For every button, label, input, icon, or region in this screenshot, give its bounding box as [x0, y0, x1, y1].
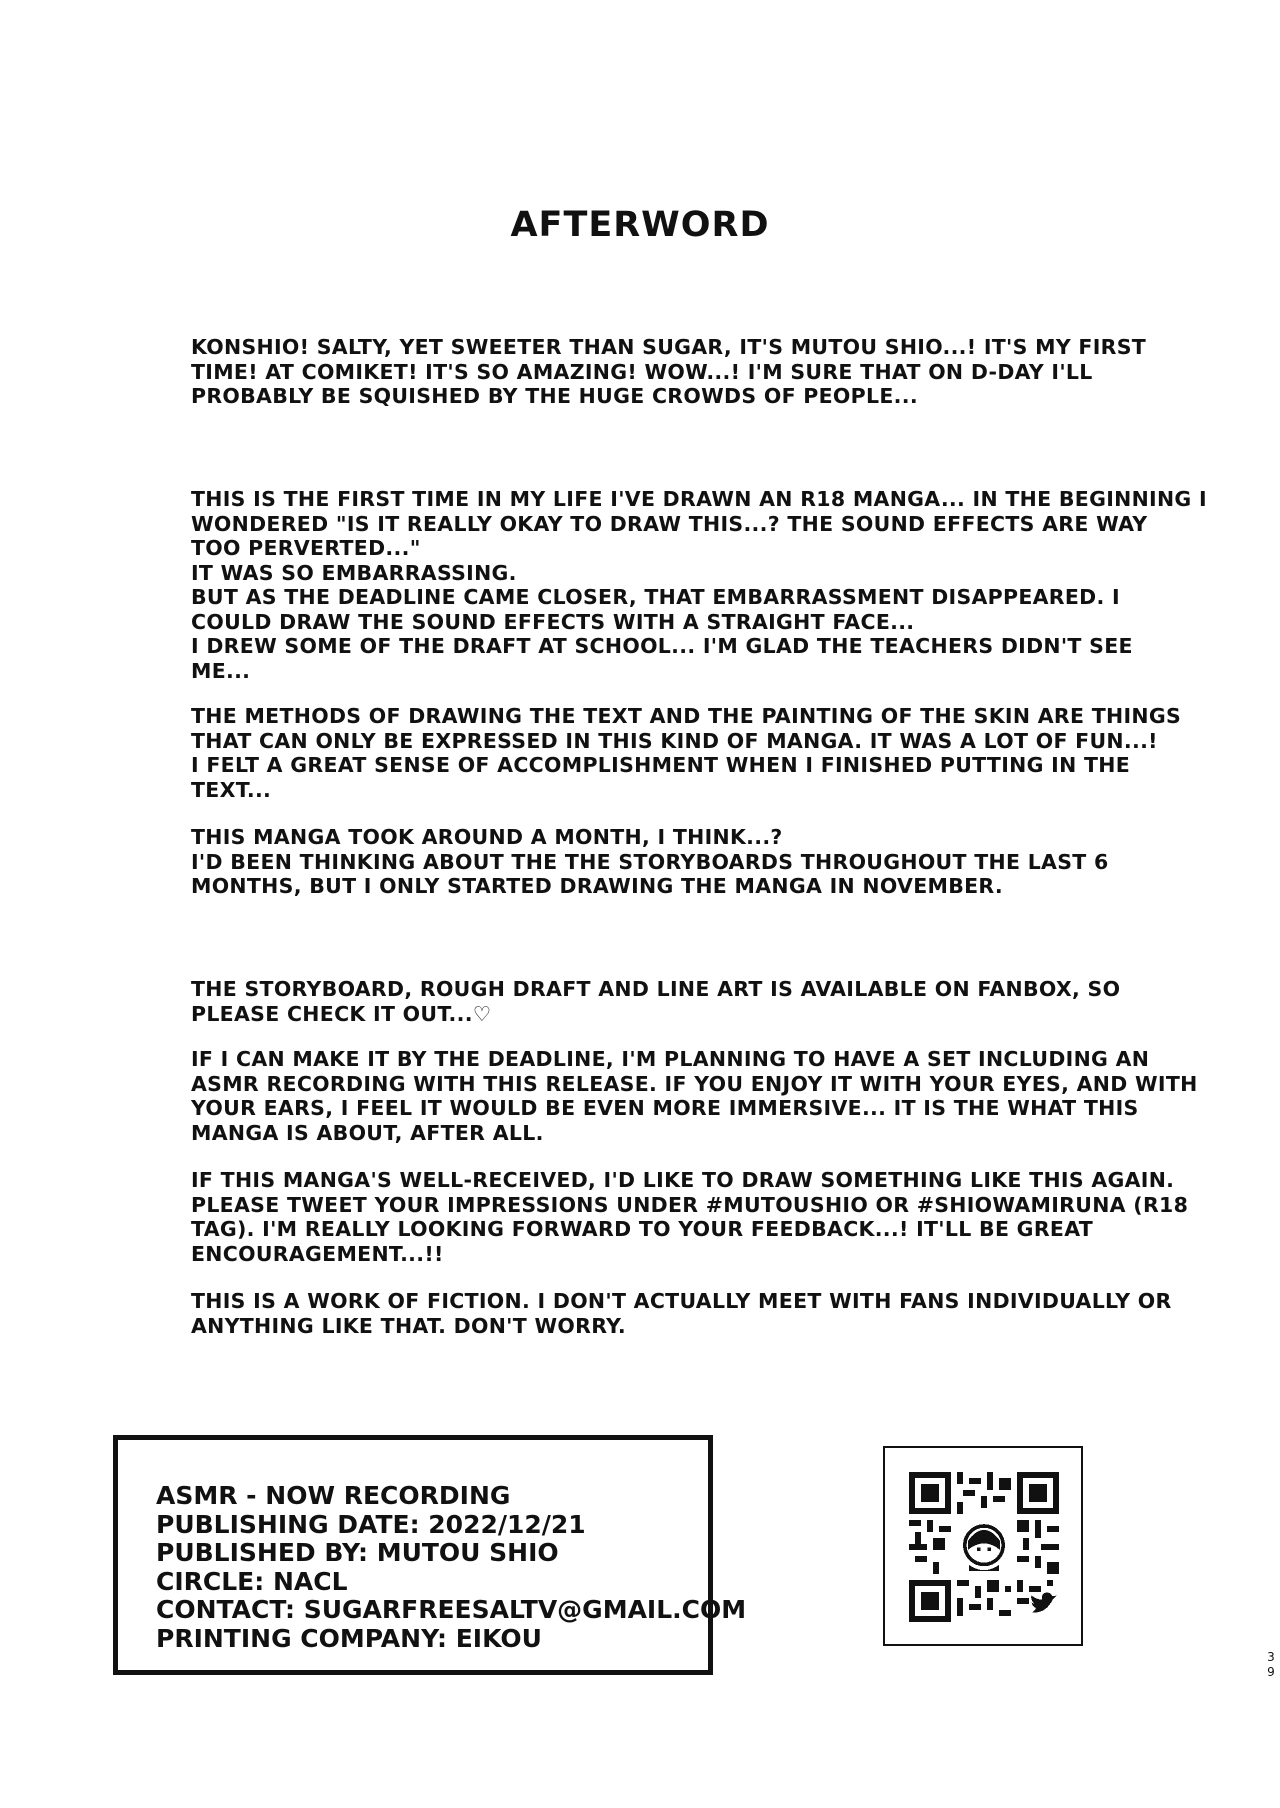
paragraph-fanbox: [191, 977, 1120, 1026]
twitter-bird-icon: [1031, 1593, 1056, 1613]
text-line: WONDERED "IS IT REALLY OKAY TO DRAW THIS...? THE SOUND EFFECTS ARE WAY: [191, 511, 1148, 536]
paragraph-disclaimer: [191, 1289, 1172, 1338]
text-line: THIS MANGA TOOK AROUND A MONTH, I THINK...?: [191, 825, 783, 849]
text-line: I DREW SOME OF THE DRAFT AT SCHOOL... I'M GLAD THE TEACHERS DIDN'T SEE: [191, 634, 1133, 658]
text-line: THE METHODS OF DRAWING THE TEXT AND THE PAINTING OF THE SKIN ARE THINGS: [191, 704, 1182, 728]
text-line: TIME! AT COMIKET! IT'S SO AMAZING! WOW...! I'M SURE THAT ON D-DAY I'LL: [191, 359, 1093, 384]
text-line: BUT AS THE DEADLINE CAME CLOSER, THAT EMBARRASSMENT DISAPPEARED. I: [191, 585, 1120, 609]
text-line: IT WAS SO EMBARRASSING.: [191, 560, 517, 585]
text-line: MONTHS, BUT I ONLY STARTED DRAWING THE MANGA IN NOVEMBER.: [191, 874, 1003, 898]
page-title: AFTERWORD: [510, 205, 770, 245]
colophon-contact: CONTACT: SUGARFREESALTV@GMAIL.COM: [156, 1595, 747, 1624]
text-line: KONSHIO! SALTY, YET SWEETER THAN SUGAR, IT'S MUTOU SHIO...! IT'S MY FIRST: [191, 335, 1147, 359]
text-line: IF THIS MANGA'S WELL-RECEIVED, I'D LIKE TO DRAW SOMETHING LIKE THIS AGAIN.: [191, 1168, 1175, 1192]
text-line: THIS IS A WORK OF FICTION. I DON'T ACTUALLY MEET WITH FANS INDIVIDUALLY OR: [191, 1289, 1172, 1313]
colophon-text: [156, 1482, 746, 1653]
text-line: I FELT A GREAT SENSE OF ACCOMPLISHMENT WHEN I FINISHED PUTTING IN THE: [191, 753, 1131, 777]
text-line: ANYTHING LIKE THAT. DON'T WORRY.: [191, 1313, 627, 1338]
text-line: I'D BEEN THINKING ABOUT THE THE STORYBOARDS THROUGHOUT THE LAST 6: [191, 849, 1109, 874]
text-line: ASMR RECORDING WITH THIS RELEASE. IF YOU ENJOY IT WITH YOUR EYES, AND WITH: [191, 1071, 1198, 1096]
qr-code-icon: [909, 1472, 1059, 1622]
page-number: [1266, 1650, 1276, 1680]
paragraph-feedback: [191, 1168, 1188, 1266]
colophon-asmr: ASMR - NOW RECORDING: [156, 1481, 511, 1510]
page-number-digit: 9: [1267, 1665, 1275, 1679]
text-line: PROBABLY BE SQUISHED BY THE HUGE CROWDS OF PEOPLE...: [191, 384, 918, 408]
page-number-digit: 3: [1267, 1650, 1275, 1664]
colophon-publishing-date: PUBLISHING DATE: 2022/12/21: [156, 1509, 586, 1539]
paragraph-asmr: [191, 1047, 1198, 1145]
paragraph-methods: [191, 704, 1181, 802]
text-line: ME...: [191, 658, 251, 683]
paragraph-first-r18: [191, 487, 1207, 683]
text-line: MANGA IS ABOUT, AFTER ALL.: [191, 1120, 544, 1145]
text-line: PLEASE CHECK IT OUT...♡: [191, 1001, 492, 1026]
qr-code-frame: [883, 1446, 1083, 1646]
text-line: THIS IS THE FIRST TIME IN MY LIFE I'VE DRAWN AN R18 MANGA... IN THE BEGINNING I: [191, 487, 1207, 511]
colophon-box: [113, 1435, 747, 1675]
text-line: THE STORYBOARD, ROUGH DRAFT AND LINE ART IS AVAILABLE ON FANBOX, SO: [191, 977, 1121, 1001]
text-line: IF I CAN MAKE IT BY THE DEADLINE, I'M PLANNING TO HAVE A SET INCLUDING AN: [191, 1047, 1150, 1071]
colophon-printing-company: PRINTING COMPANY: EIKOU: [156, 1623, 542, 1653]
colophon-published-by: PUBLISHED BY: MUTOU SHIO: [156, 1538, 559, 1567]
text-line: YOUR EARS, I FEEL IT WOULD BE EVEN MORE IMMERSIVE... IT IS THE WHAT THIS: [191, 1096, 1139, 1120]
paragraph-timeline: [191, 825, 1109, 899]
colophon-circle: CIRCLE: NACL: [156, 1566, 348, 1596]
text-line: PLEASE TWEET YOUR IMPRESSIONS UNDER #MUTOUSHIO OR #SHIOWAMIRUNA (R18: [191, 1192, 1189, 1217]
paragraph-intro: [191, 335, 1146, 409]
text-line: THAT CAN ONLY BE EXPRESSED IN THIS KIND OF MANGA. IT WAS A LOT OF FUN...!: [191, 728, 1158, 753]
text-line: TEXT...: [191, 777, 272, 802]
text-line: TOO PERVERTED...": [191, 536, 421, 560]
text-line: ENCOURAGEMENT...!!: [191, 1241, 444, 1266]
text-line: TAG). I'M REALLY LOOKING FORWARD TO YOUR FEEDBACK...! IT'LL BE GREAT: [191, 1217, 1094, 1241]
text-line: COULD DRAW THE SOUND EFFECTS WITH A STRAIGHT FACE...: [191, 609, 915, 634]
